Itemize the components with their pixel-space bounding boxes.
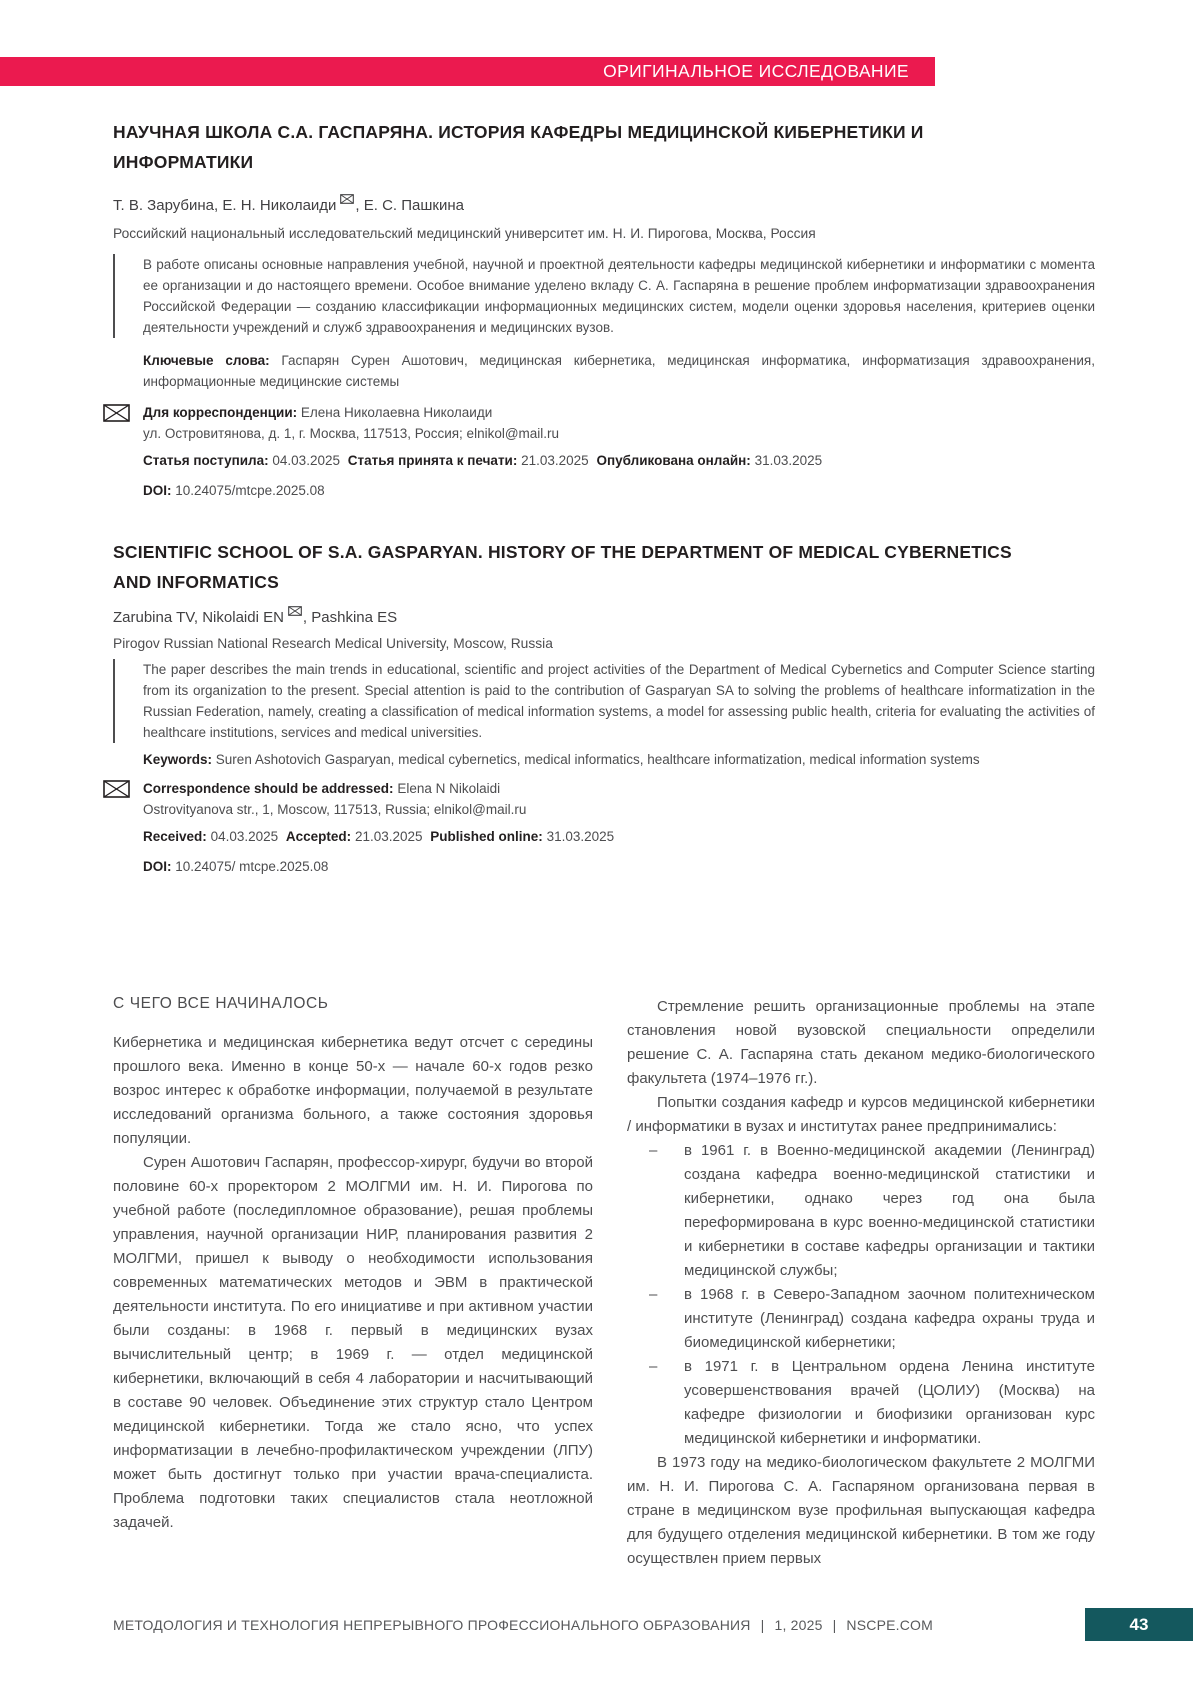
journal-name: МЕТОДОЛОГИЯ И ТЕХНОЛОГИЯ НЕПРЕРЫВНОГО ПРОФЕССИОНАЛЬНОГО ОБРАЗОВАНИЯ — [113, 1616, 751, 1633]
received-date-ru: 04.03.2025 — [272, 453, 340, 468]
list-item — [627, 1139, 1095, 1283]
issue-number: 1, 2025 — [774, 1616, 823, 1633]
envelope-icon — [340, 191, 354, 208]
journal-footer-line — [113, 1608, 933, 1641]
article-type-label: ОРИГИНАЛЬНОЕ ИССЛЕДОВАНИЕ — [603, 61, 909, 81]
authors-en-pre: Zarubina TV, Nikolaidi EN — [113, 609, 284, 626]
doi-value-ru: 10.24075/mtcpe.2025.08 — [175, 483, 325, 498]
paragraph: Попытки создания кафедр и курсов медицинской кибернетики / информатики в вузах и институтах ранее предпринимались: — [627, 1094, 1095, 1135]
paragraph: Стремление решить организационные проблемы на этапе становления новой вузовской специальности определили решение С. А. Гаспаряна стать деканом медико-биологического факультета (1974–1976 гг.). — [627, 998, 1095, 1087]
published-label-ru: Опубликована онлайн: — [596, 453, 751, 468]
envelope-icon — [288, 603, 302, 620]
paragraph: Кибернетика и медицинская кибернетика ведут отсчет с середины прошлого века. Именно в конце 50-х — начале 60-х годов резко возрос интерес к обработке информации, получаемой в результате исследований организма больного, а также состояния здоровья популяции. — [113, 1034, 593, 1147]
dates-ru — [113, 450, 1095, 471]
doi-ru — [113, 480, 1095, 501]
affiliation-ru: Российский национальный исследовательский медицинский университет им. Н. И. Пирогова, Москва, Россия — [113, 226, 816, 241]
authors-ru-pre: Т. В. Зарубина, Е. Н. Николаиди — [113, 197, 337, 214]
list-dash: – — [649, 1286, 658, 1303]
doi-label-ru: DOI: — [143, 483, 172, 498]
correspondence-line-en — [143, 778, 1095, 799]
accepted-date-en: 21.03.2025 — [354, 829, 423, 844]
list-item — [627, 1283, 1095, 1355]
keywords-label-ru: Ключевые слова: — [143, 353, 270, 368]
abstract-rule — [113, 254, 115, 338]
doi-en — [113, 856, 1095, 877]
article-body — [113, 995, 1095, 1571]
keywords-list-en: Suren Ashotovich Gasparyan, medical cybernetics, medical informatics, healthcare informatization, medical information systems — [215, 752, 980, 767]
page-content — [113, 0, 1095, 1571]
authors-ru — [113, 191, 1095, 214]
abstract-text-en: The paper describes the main trends in educational, scientific and project activities of the Department of Medical Cybernetics and Computer Science starting from its organization to the present. Special attention is paid to the contribution of Gasparyan SA to solving the problems of healthcare informatization in the Russian Federation, namely, creating a classification of medical information systems, a model for assessing public health, criteria for evaluating the activities of healthcare institutions, services and medical universities. — [143, 662, 1095, 740]
correspondence-name-en: Elena N Nikolaidi — [397, 781, 501, 796]
published-label-en: Published online: — [430, 829, 543, 844]
accepted-label-ru: Статья принята к печати: — [347, 453, 518, 468]
list-item-text: в 1968 г. в Северо-Западном заочном политехническом институте (Ленинград) создана кафедра охраны труда и биомедицинской кибернетики; — [684, 1286, 1095, 1351]
accepted-label-en: Accepted: — [285, 829, 352, 844]
keywords-en — [113, 749, 1095, 770]
list-dash: – — [649, 1358, 658, 1375]
dates-en — [113, 826, 1095, 847]
received-date-en: 04.03.2025 — [210, 829, 279, 844]
received-label-ru: Статья поступила: — [143, 453, 269, 468]
published-date-en: 31.03.2025 — [546, 829, 615, 844]
authors-en — [113, 603, 1095, 626]
keywords-label-en: Keywords: — [143, 752, 213, 767]
abstract-text-ru: В работе описаны основные направления учебной, научной и проектной деятельности кафедры медицинской кибернетики и информатики с момента ее организации и до настоящего времени. Особое внимание уделено вкладу С. А. Гаспаряна в решение проблем информатизации здравоохранения Российской Федерации — созданию классификации информационных медицинских систем, модели оценки здоровья населения, критериев оценки деятельности учреждений и служб здравоохранения и медицинских вузов. — [143, 257, 1095, 335]
body-column-right — [627, 995, 1095, 1571]
body-column-left — [113, 995, 593, 1571]
journal-site: NSCPE.COM — [846, 1616, 934, 1633]
correspondence-ru — [113, 402, 1095, 444]
article-title-ru: НАУЧНАЯ ШКОЛА С.А. ГАСПАРЯНА. ИСТОРИЯ КАФЕДРЫ МЕДИЦИНСКОЙ КИБЕРНЕТИКИ И ИНФОРМАТИКИ — [113, 122, 924, 172]
abstract-rule — [113, 659, 115, 743]
page-number: 43 — [1129, 1614, 1149, 1634]
doi-value-en: 10.24075/ mtcpe.2025.08 — [175, 859, 329, 874]
published-date-ru: 31.03.2025 — [754, 453, 823, 468]
abstract-en — [113, 659, 1095, 743]
page-footer — [113, 1608, 1200, 1641]
section-heading: С ЧЕГО ВСЕ НАЧИНАЛОСЬ — [113, 995, 329, 1012]
footer-separator: | — [760, 1616, 765, 1633]
authors-en-post: , Pashkina ES — [302, 609, 398, 626]
correspondence-en — [113, 778, 1095, 820]
envelope-icon — [103, 780, 130, 804]
list-item — [627, 1355, 1095, 1451]
affiliation-en: Pirogov Russian National Research Medical University, Moscow, Russia — [113, 636, 553, 651]
article-title-en: SCIENTIFIC SCHOOL OF S.A. GASPARYAN. HISTORY OF THE DEPARTMENT OF MEDICAL CYBERNETICS AND INFORMATICS — [113, 542, 1012, 592]
keywords-ru — [113, 350, 1095, 392]
authors-ru-post: , Е. С. Пашкина — [355, 197, 464, 214]
list-item-text: в 1961 г. в Военно-медицинской академии (Ленинград) создана кафедра военно-медицинской статистики и кибернетики, однако через год она была переформирована в курс военно-медицинской статистики и кибернетики в составе кафедры организации и тактики медицинской службы; — [684, 1142, 1095, 1279]
paragraph: В 1973 году на медико-биологическом факультете 2 МОЛГМИ им. Н. И. Пирогова С. А. Гаспаряном организована первая в стране в медицинском вузе профильная выпускающая кафедра для будущего отделения медицинской кибернетики. В том же году осуществлен прием первых — [627, 1454, 1095, 1567]
paragraph: Сурен Ашотович Гаспарян, профессор-хирург, будучи во второй половине 60-х проректором 2 МОЛГМИ им. Н. И. Пирогова по учебной работе (последипломное образование), решая проблемы управления, научной организации НИР, планирования развития 2 МОЛГМИ, пришел к выводу о необходимости использования современных математических методов и ЭВМ в практической деятельности института. По его инициативе и при активном участии были созданы: в 1968 г. первый в медицинских вузах вычислительный центр; в 1969 г. — отдел медицинской кибернетики, включающий в себя 4 лаборатории и насчитывающий в составе 90 человек. Объединение этих структур стало Центром медицинской кибернетики. Тогда же стало ясно, что успех информатизации в лечебно-профилактическом учреждении (ЛПУ) может быть достигнут только при участии врача-специалиста. Проблема подготовки таких специалистов стала неотложной задачей. — [113, 1154, 593, 1531]
correspondence-address-en: Ostrovityanova str., 1, Moscow, 117513, Russia; elnikol@mail.ru — [143, 802, 527, 817]
page-number-badge — [1085, 1608, 1193, 1641]
list-dash: – — [649, 1142, 658, 1159]
keywords-list-ru: Гаспарян Сурен Ашотович, медицинская кибернетика, медицинская информатика, информатизация здравоохранения, информационные медицинские системы — [143, 353, 1095, 389]
list-item-text: в 1971 г. в Центральном ордена Ленина институте усовершенствования врачей (ЦОЛИУ) (Москва) на кафедре физиологии и биофизики организован курс медицинской кибернетики и информатики. — [684, 1358, 1095, 1447]
correspondence-label-ru: Для корреспонденции: — [143, 405, 298, 420]
received-label-en: Received: — [143, 829, 207, 844]
accepted-date-ru: 21.03.2025 — [521, 453, 589, 468]
doi-label-en: DOI: — [143, 859, 172, 874]
correspondence-address-ru: ул. Островитянова, д. 1, г. Москва, 117513, Россия; elnikol@mail.ru — [143, 426, 560, 441]
correspondence-label-en: Correspondence should be addressed: — [143, 781, 394, 796]
footer-separator: | — [832, 1616, 837, 1633]
correspondence-line-ru — [143, 402, 1095, 423]
correspondence-name-ru: Елена Николаевна Николаиди — [300, 405, 493, 420]
envelope-icon — [103, 404, 130, 428]
abstract-ru — [113, 254, 1095, 338]
